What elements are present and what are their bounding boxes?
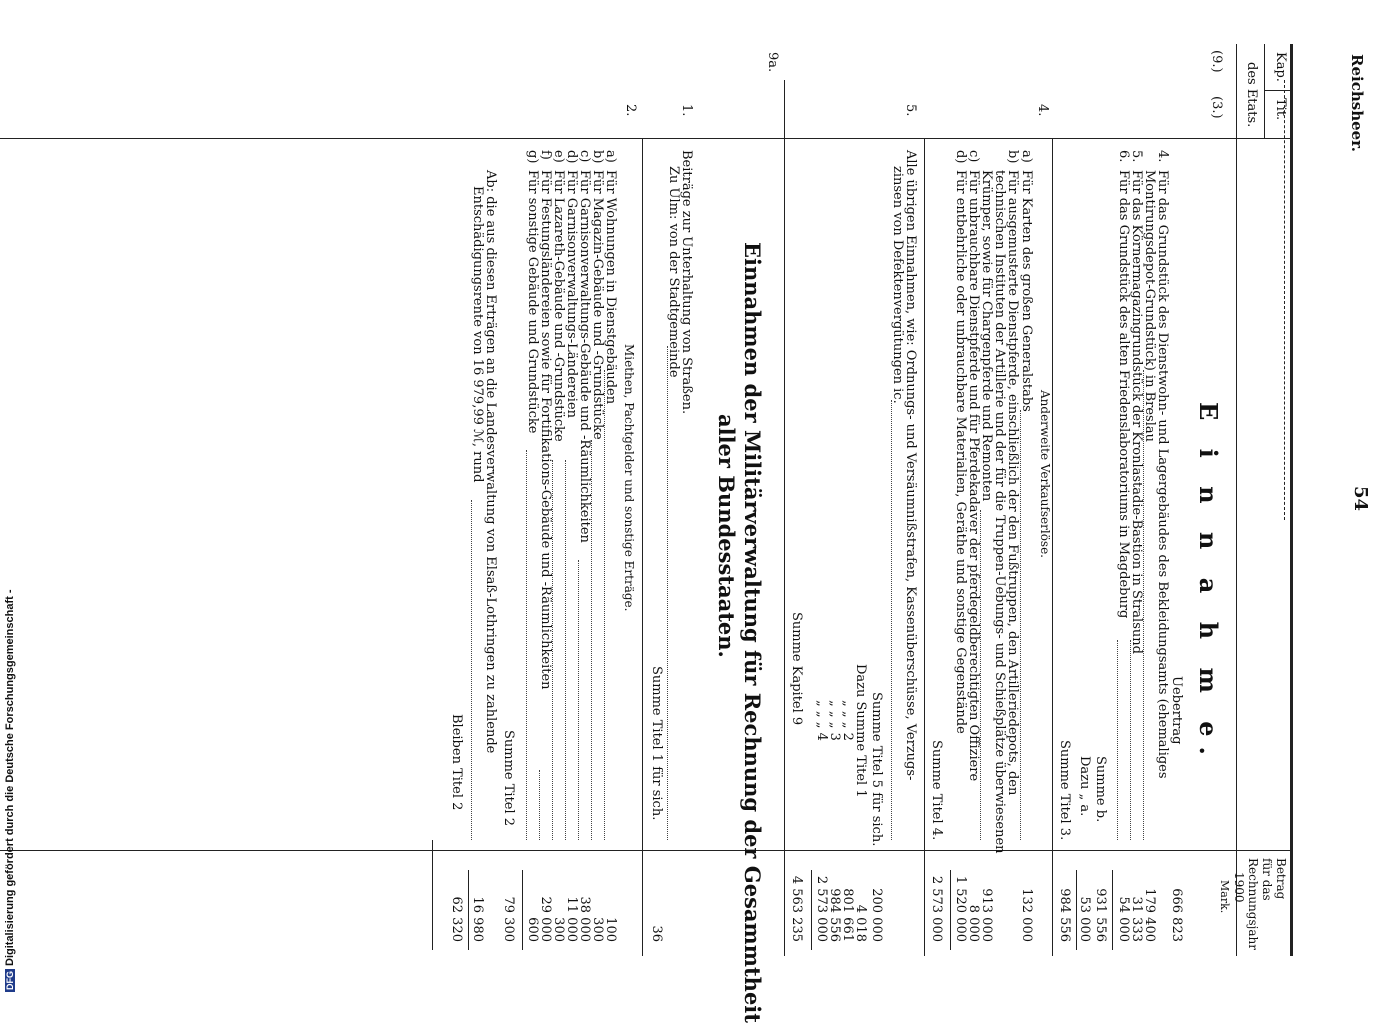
leader-dots [539, 770, 540, 840]
kap9a-tit2-e-value: 300 [551, 917, 566, 942]
summe-titel-4-label: Summe Titel 4. [929, 740, 944, 841]
tit5-line-1: Alle übrigen Einnahmen, wie: Ordnungs- und Versäumnißstrafen, Kassenüberschüsse, Verzugs- [903, 150, 918, 781]
amount-column-rule [0, 850, 1293, 851]
dazu-titel-2-label: „ „ „ 2 [840, 700, 855, 741]
tit-reference: (3.) [1209, 96, 1224, 119]
leader-dots [1117, 640, 1118, 840]
tit4-b-value: 913 000 [979, 888, 994, 942]
tit4-d-text: Für entbehrliche oder unbrauchbare Materialien, Geräthe und sonstige Gegenstände [953, 170, 968, 734]
caption-text: Digitalisierung gefördert durch die Deutsche Forschungsgemeinschaft - [4, 589, 16, 966]
running-head: Reichsheer. [1348, 54, 1366, 152]
kap9a-tit2-e-text: Für Lazareth-Gebäude und -Grundstücke [551, 170, 566, 442]
tit5-summe-label: Summe Titel 5 für sich. [869, 692, 884, 847]
item-4-number: 4. [1155, 150, 1170, 163]
left-column-rule [0, 138, 1293, 139]
tit4-b-line-1: Für ausgemusterte Dienstpferde, einschließlich der den Fußtruppen, den Artilleriedepots, den [1005, 170, 1020, 796]
page-number: 54 [1350, 486, 1371, 512]
kap-tit-divider [1264, 44, 1265, 138]
kap9a-tit2-a-value: 100 [603, 917, 618, 942]
kap9a-tit2-f-letter: f) [538, 150, 553, 160]
tit4-number: 4. [1035, 104, 1050, 117]
tit4-d-value: 1 520 000 [953, 875, 968, 942]
tit4-b-letter: b) [1005, 150, 1020, 164]
kap9a-tit1-value: 36 [649, 925, 664, 942]
tit4-c-value: 8 000 [966, 904, 981, 942]
dazu-titel-3-value: 984 556 [827, 888, 842, 942]
leader-dots [565, 460, 566, 840]
header-etats: des Etats. [1244, 62, 1259, 128]
tit4-title: Anderweite Verkaufserlöse. [1038, 390, 1052, 558]
leader-dots [526, 450, 527, 840]
item-5-number: 5. [1129, 150, 1144, 163]
summe-titel-3-value: 984 556 [1057, 888, 1072, 942]
dazu-titel-1-label: Dazu Summe Titel 1 [853, 664, 868, 798]
kap9a-tit2-e-letter: e) [551, 150, 566, 163]
section-title: E i n n a h m e. [1194, 402, 1223, 765]
kap9a-tit2-b-text: Für Magazin-Gebäude und -Grundstücke [590, 170, 605, 440]
kap9a-tit2-c-letter: c) [577, 150, 592, 163]
header-unit: Mark. [1218, 880, 1231, 914]
sum-rule [468, 870, 469, 950]
item-4-text: Für das Grundstück des Dienstwohn- und Lagergebäudes des Bekleidungsamts (ehemaliges [1155, 170, 1170, 779]
kap9a-tit2-g-text: Für sonstige Gebäude und Grundstücke [525, 170, 540, 434]
dazu-titel-2-value: 801 661 [840, 888, 855, 942]
kap9a-tit2-g-letter: g) [525, 150, 540, 164]
item-6-text: Für das Grundstück des alten Friedenslaboratoriums in Magdeburg [1116, 170, 1131, 619]
dazu-a-value: 53 000 [1077, 896, 1092, 942]
item-4-value: 179 400 [1142, 888, 1157, 942]
header-bottom-rule [1236, 44, 1237, 956]
kap9a-tit2-f-text: Für Festungsländereien sowie für Fortifikations-Gebäude und -Räumlichkeiten [538, 170, 553, 690]
kap9a-tit1-line-1: Beiträge zur Unterhaltung von Straßen. [679, 150, 694, 415]
sum-rule [950, 870, 951, 950]
sum-rule [1112, 870, 1113, 950]
kap9a-tit2-title: Miethen, Pachtgelder und sonstige Erträge. [622, 344, 636, 612]
kap9a-tit1-line-2: Zu Ulm: von der Stadtgemeinde [666, 166, 681, 378]
leader-dots [1130, 640, 1131, 840]
leader-dots [604, 370, 605, 840]
tit4-a-value: 132 000 [1019, 888, 1034, 942]
kap9a-bleiben-value: 62 320 [449, 896, 464, 942]
kap9a-number: 9a. [765, 52, 780, 73]
summe-b-value: 931 556 [1093, 888, 1108, 942]
item-6-number: 6. [1116, 150, 1131, 163]
kap9a-summe-titel-2-label: Summe Titel 2 [501, 730, 516, 827]
kap9a-tit2-c-text: Für Garnisonverwaltungs-Gebäude und -Räumlichkeiten [577, 170, 592, 543]
section-rule [784, 80, 785, 956]
tit5-value: 200 000 [869, 888, 884, 942]
item-6-value: 54 000 [1116, 896, 1131, 942]
uebertrag-label: Uebertrag [1169, 676, 1184, 745]
section-rule [924, 138, 925, 956]
header-amount-2: für das [1260, 858, 1274, 901]
dashed-guide-rule [1284, 80, 1285, 520]
section-rule [1052, 138, 1053, 956]
tit4-c-text: Für unbrauchbare Dienstpferde und für Pferdekadaver der pferdegeldberechtigten Offiziere [966, 170, 981, 782]
item-5-value: 31 333 [1129, 896, 1144, 942]
section-rule [642, 138, 643, 956]
kap9a-tit2-number: 2. [623, 104, 638, 117]
header-tit: Tit. [1273, 98, 1288, 121]
kap9a-bleiben-label: Bleiben Titel 2 [449, 714, 464, 811]
kap9a-tit2-f-value: 29 000 [538, 896, 553, 942]
tit4-c-letter: c) [966, 150, 981, 163]
kap9a-tit2-b-value: 300 [590, 917, 605, 942]
sum-rule [811, 870, 812, 950]
dazu-titel-1-value: 4 018 [853, 904, 868, 942]
uebertrag-value: 666 823 [1169, 888, 1184, 942]
kap9a-ab-value: 16 980 [470, 896, 485, 942]
tit5-number: 5. [903, 104, 918, 117]
dazu-titel-4-value: 2 573 000 [814, 875, 829, 942]
kap9a-tit2-a-letter: a) [603, 150, 618, 163]
kap9a-tit2-g-value: 600 [525, 917, 540, 942]
kap9a-tit2-a-text: Für Wohnungen in Dienstgebäuden [603, 170, 618, 405]
dazu-titel-3-label: „ „ „ 3 [827, 700, 842, 741]
kap9a-tit1-number: 1. [679, 104, 694, 117]
kap9a-tit2-d-value: 11 000 [564, 896, 579, 942]
tit4-d-letter: d) [953, 150, 968, 164]
summe-kapitel-9-value: 4 563 235 [789, 875, 804, 942]
kap9a-tit2-b-letter: b) [590, 150, 605, 164]
tit4-a-text: Für Karten des großen Generalstabs [1019, 170, 1034, 412]
leader-dots [471, 500, 472, 840]
kap9a-ab-line-1: Ab: die aus diesen Erträgen an die Landesverwaltung von Elsaß-Lothringen zu zahlende [483, 170, 498, 754]
kap9a-summe-titel-2-value: 79 300 [501, 896, 516, 942]
summe-b-label: Summe b. [1093, 756, 1108, 823]
kap9a-tit2-c-value: 38 000 [577, 896, 592, 942]
dfg-logo: DFG [5, 971, 15, 990]
item-4-text-2: Montirungsdepot-Grundstück) in Breslau [1142, 170, 1157, 442]
kap9a-title-2: aller Bundesstaaten. [714, 414, 739, 658]
kap9a-tit2-d-letter: d) [564, 150, 579, 164]
summe-titel-4-value: 2 573 000 [929, 875, 944, 942]
sum-rule [1076, 870, 1077, 950]
header-amount-3: Rechnungsjahr [1246, 858, 1260, 950]
kap9a-title-1: Einnahmen der Militärverwaltung für Rechnung der Gesammtheit [740, 242, 765, 1023]
summe-titel-3-label: Summe Titel 3. [1057, 740, 1072, 841]
tit4-b-line-3: Krümper, sowie für Chargenpferde und Remonten [979, 170, 994, 502]
header-kap: Kap. [1273, 52, 1288, 82]
summe-kapitel-9-label: Summe Kapitel 9 [789, 612, 804, 726]
item-5-text: Für das Körnermagazingrundstück der Kronlastadie-Bastion in Stralsund [1129, 170, 1144, 654]
leader-dots [1020, 410, 1021, 840]
leader-dots [578, 560, 579, 840]
leader-dots [891, 400, 892, 840]
tit5-line-2: zinsen von Defektenvergütungen ic. [890, 166, 905, 404]
digitization-caption [4, 589, 16, 992]
header-amount-4: 1900 [1232, 872, 1246, 903]
kap-reference: (9.) [1209, 50, 1224, 73]
header-amount-1: Betrag [1274, 858, 1288, 900]
tit4-a-letter: a) [1019, 150, 1034, 163]
top-border [1290, 44, 1293, 956]
kap9a-tit1-summe: Summe Titel 1 für sich. [649, 666, 664, 821]
dazu-titel-4-label: „ „ „ 4 [814, 700, 829, 741]
kap9a-ab-line-2: Entschädigungsrente von 16 979,99 ℳ, rund [470, 186, 485, 483]
kap9a-tit2-d-text: Für Garnisonverwaltungs-Ländereien [564, 170, 579, 419]
sum-rule [522, 870, 523, 950]
end-rule [432, 840, 433, 950]
kap-tit-separator [1265, 90, 1293, 91]
leader-dots [667, 346, 668, 840]
dazu-a-label: Dazu „ a. [1077, 756, 1092, 817]
tit4-b-line-2: technischen Instituten der Artillerie und der für die Truppen-Uebungs- und Schießplätze überwiesenen [992, 170, 1007, 854]
